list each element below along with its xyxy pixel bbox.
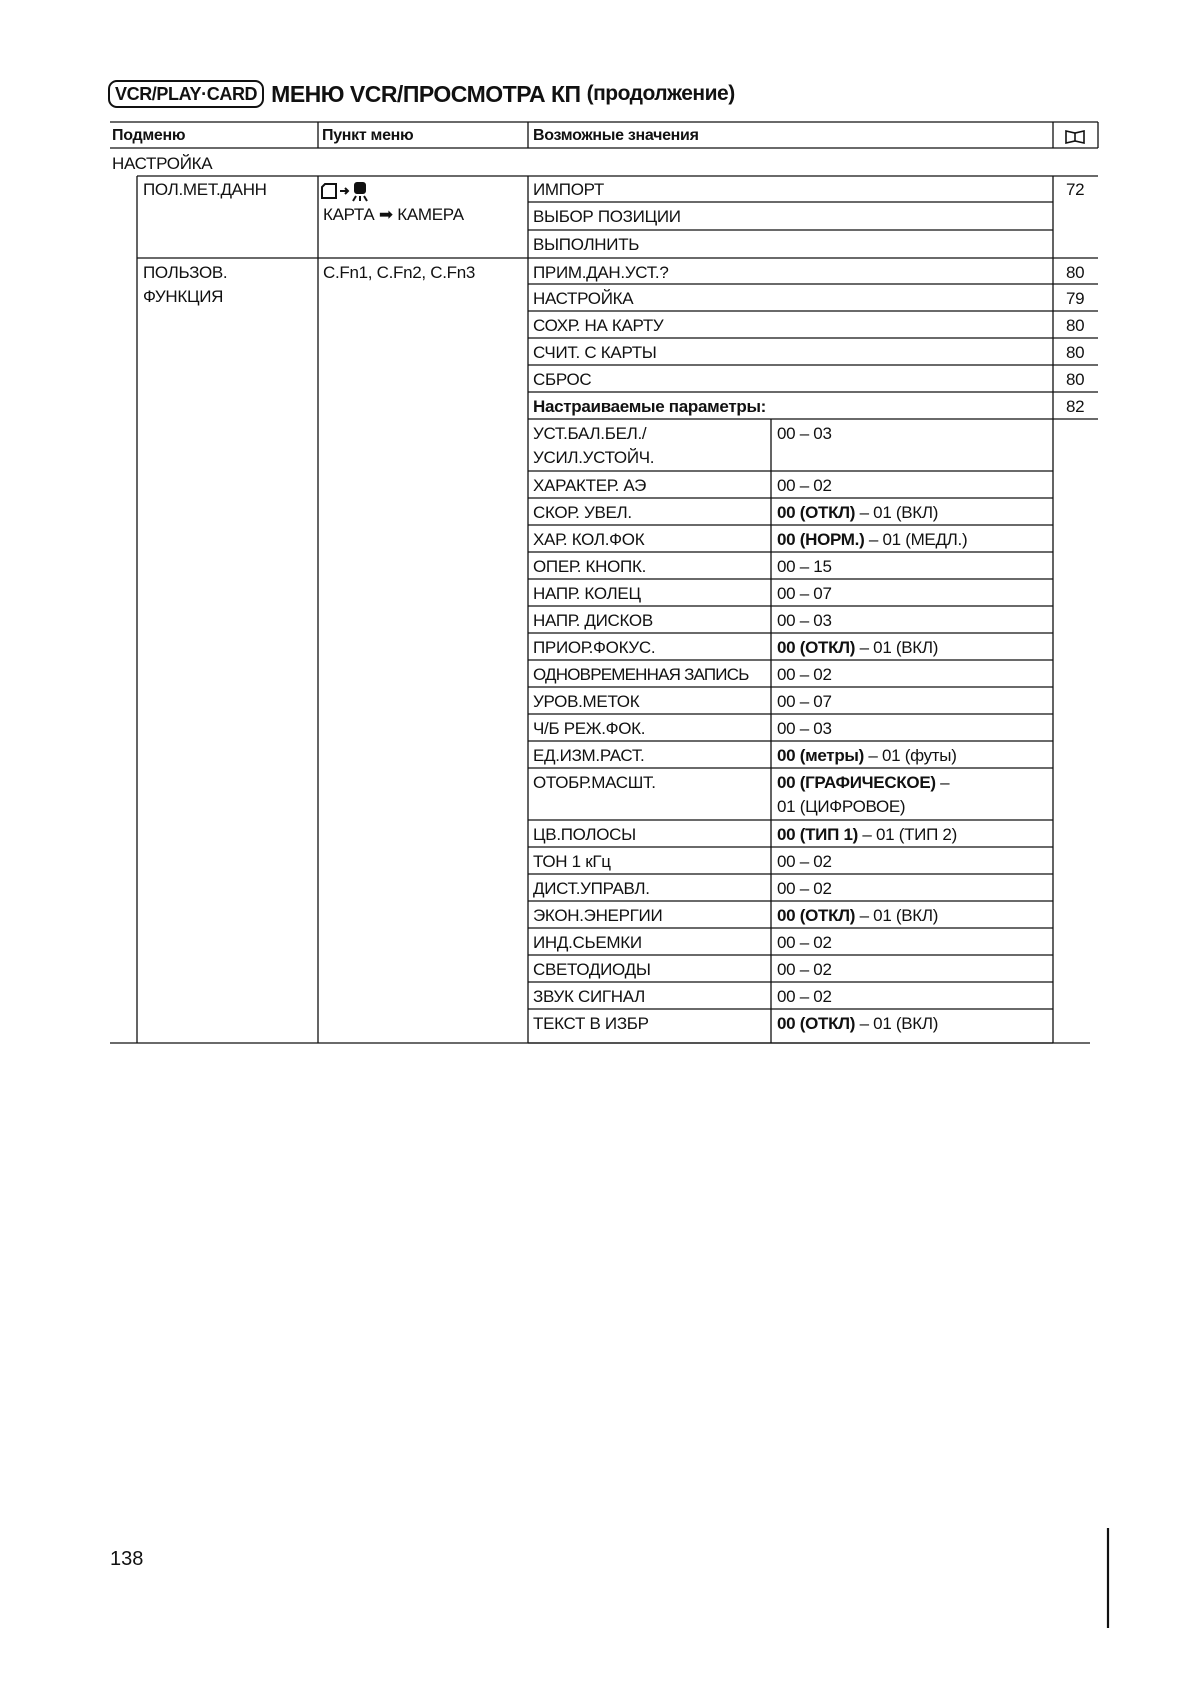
param-name: ХАРАКТЕР. АЭ bbox=[533, 476, 647, 495]
option-label: ПРИМ.ДАН.УСТ.? bbox=[533, 263, 669, 282]
param-value: 00 (ГРАФИЧЕСКОЕ) – bbox=[777, 773, 950, 792]
param-value-line2: 01 (ЦИФРОВОЕ) bbox=[777, 797, 906, 816]
param-name: Ч/Б РЕЖ.ФОК. bbox=[533, 719, 646, 738]
param-value: 00 – 07 bbox=[777, 692, 832, 711]
param-name: ДИСТ.УПРАВЛ. bbox=[533, 879, 650, 898]
param-name: ЭКОН.ЭНЕРГИИ bbox=[533, 906, 663, 925]
param-value: 00 (НОРМ.) – 01 (МЕДЛ.) bbox=[777, 530, 968, 549]
param-name-line2: УСИЛ.УСТОЙЧ. bbox=[533, 448, 655, 467]
option-label: СОХР. НА КАРТУ bbox=[533, 316, 664, 335]
param-name: СКОР. УВЕЛ. bbox=[533, 503, 632, 522]
param-value: 00 – 15 bbox=[777, 557, 832, 576]
header-values: Возможные значения bbox=[533, 127, 699, 144]
param-name: ОДНОВРЕМЕННАЯ ЗАПИСЬ bbox=[533, 665, 749, 684]
param-value: 00 (ОТКЛ) – 01 (ВКЛ) bbox=[777, 638, 939, 657]
page-ref: 82 bbox=[1066, 397, 1085, 416]
header-submenu: Подменю bbox=[112, 127, 186, 144]
param-name: ЗВУК СИГНАЛ bbox=[533, 987, 646, 1006]
param-value: 00 – 02 bbox=[777, 665, 832, 684]
param-value: 00 – 03 bbox=[777, 611, 832, 630]
page-ref: 72 bbox=[1066, 180, 1085, 199]
item-card-to-camera: КАРТА ➡ КАМЕРА bbox=[323, 205, 464, 224]
param-name: ОТОБР.МАСШТ. bbox=[533, 773, 656, 792]
page-ref: 80 bbox=[1066, 343, 1085, 362]
option-import: ИМПОРТ bbox=[533, 180, 604, 199]
param-name: ЦВ.ПОЛОСЫ bbox=[533, 825, 636, 844]
option-label: СБРОС bbox=[533, 370, 592, 389]
param-value: 00 – 02 bbox=[777, 852, 832, 871]
param-name: ОПЕР. КНОПК. bbox=[533, 557, 647, 576]
option-label: СЧИТ. С КАРТЫ bbox=[533, 343, 657, 362]
param-name: ТОН 1 кГц bbox=[533, 852, 611, 871]
param-name: ЕД.ИЗМ.РАСТ. bbox=[533, 746, 645, 765]
submenu-metadata: ПОЛ.МЕТ.ДАНН bbox=[143, 180, 267, 199]
param-name: ПРИОР.ФОКУС. bbox=[533, 638, 656, 657]
mode-badge: VCR/PLAY·CARD bbox=[108, 80, 264, 108]
option-execute: ВЫПОЛНИТЬ bbox=[533, 235, 640, 254]
param-value: 00 – 03 bbox=[777, 719, 832, 738]
submenu-custom-line2: ФУНКЦИЯ bbox=[143, 287, 224, 306]
param-value: 00 – 03 bbox=[777, 424, 832, 443]
page-ref: 80 bbox=[1066, 263, 1085, 282]
param-value: 00 (метры) – 01 (футы) bbox=[777, 746, 957, 765]
param-name: УСТ.БАЛ.БЕЛ./ bbox=[533, 424, 647, 443]
param-name: НАПР. ДИСКОВ bbox=[533, 611, 653, 630]
page-ref: 80 bbox=[1066, 370, 1085, 389]
param-value: 00 (ОТКЛ) – 01 (ВКЛ) bbox=[777, 906, 939, 925]
param-name: ХАР. КОЛ.ФОК bbox=[533, 530, 645, 549]
option-label: Настраиваемые параметры: bbox=[533, 397, 767, 416]
option-label: НАСТРОЙКА bbox=[533, 289, 634, 308]
param-name: СВЕТОДИОДЫ bbox=[533, 960, 651, 979]
submenu-custom-line1: ПОЛЬЗОВ. bbox=[143, 263, 228, 282]
param-value: 00 (ТИП 1) – 01 (ТИП 2) bbox=[777, 825, 957, 844]
param-value: 00 – 02 bbox=[777, 879, 832, 898]
param-value: 00 (ОТКЛ) – 01 (ВКЛ) bbox=[777, 503, 939, 522]
param-value: 00 – 02 bbox=[777, 960, 832, 979]
book-icon bbox=[1066, 131, 1084, 143]
param-name: ТЕКСТ В ИЗБР bbox=[533, 1014, 649, 1033]
page-ref: 80 bbox=[1066, 316, 1085, 335]
page-ref: 79 bbox=[1066, 289, 1085, 308]
header-item: Пункт меню bbox=[322, 127, 414, 144]
param-value: 00 – 02 bbox=[777, 987, 832, 1006]
page-number: 138 bbox=[110, 1548, 144, 1570]
param-name: НАПР. КОЛЕЦ bbox=[533, 584, 641, 603]
section-title: НАСТРОЙКА bbox=[112, 154, 213, 173]
title-sub: (продолжение) bbox=[586, 82, 735, 105]
param-name: УРОВ.МЕТОК bbox=[533, 692, 640, 711]
param-value: 00 – 02 bbox=[777, 476, 832, 495]
param-name: ИНД.СЬЕМКИ bbox=[533, 933, 642, 952]
param-value: 00 (ОТКЛ) – 01 (ВКЛ) bbox=[777, 1014, 939, 1033]
item-cfn: C.Fn1, C.Fn2, C.Fn3 bbox=[323, 263, 476, 282]
title-main: МЕНЮ VCR/ПРОСМОТРА КП bbox=[271, 80, 581, 107]
param-value: 00 – 02 bbox=[777, 933, 832, 952]
param-value: 00 – 07 bbox=[777, 584, 832, 603]
card-to-camera-icon bbox=[322, 183, 367, 201]
option-select-position: ВЫБОР ПОЗИЦИИ bbox=[533, 207, 681, 226]
